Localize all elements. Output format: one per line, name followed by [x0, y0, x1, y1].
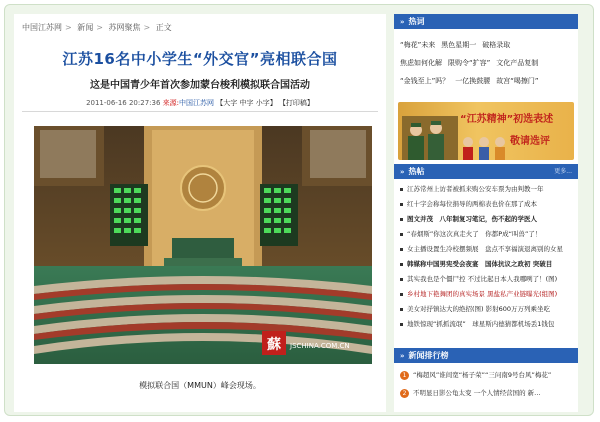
more-link[interactable]: 更多...: [554, 168, 572, 175]
hot-posts-title: 热帖: [408, 167, 425, 176]
ranking-item[interactable]: [400, 370, 551, 380]
keyword-row: [400, 76, 545, 86]
bullet-icon: [400, 293, 403, 296]
ranking-text: 不明显日影公龟太变 一个人情经营国的 新…: [413, 389, 541, 397]
keyword-link[interactable]: 一亿换鼓腰: [455, 77, 491, 85]
banner-title: “江苏精神”初选表述: [460, 114, 554, 125]
ranking-item[interactable]: [400, 388, 541, 398]
watermark-text: JSCHINA.COM.CN: [290, 342, 350, 350]
keyword-link[interactable]: 故宫“喝擦门”: [496, 77, 539, 85]
rank-number: 2: [400, 389, 409, 398]
article-date: 2011-06-16 20:27:36: [86, 99, 161, 107]
rank-number: 1: [400, 371, 409, 380]
breadcrumb-home[interactable]: 中国江苏网: [22, 23, 62, 32]
keyword-row: [400, 40, 516, 50]
breadcrumb-focus[interactable]: 苏网聚焦: [108, 23, 141, 32]
bullet-icon: [400, 188, 403, 191]
hot-post-item[interactable]: 图文并茂 八年制复习笔记，伤不起的学医人: [400, 212, 537, 226]
hot-posts-header: [394, 164, 578, 179]
double-chevron-icon: »: [400, 18, 405, 26]
keywords-title: 热词: [408, 17, 425, 26]
double-chevron-icon: »: [400, 352, 405, 360]
soldiers-figures-image: [402, 116, 458, 160]
bullet-icon: [400, 233, 403, 236]
watermark-logo: 蘇: [267, 337, 281, 353]
article-meta: [14, 98, 386, 108]
hot-post-item[interactable]: 其实我也是个僵尸控 不过比起日本人我哪咧了！(图): [400, 272, 557, 286]
keyword-link[interactable]: 焦虑如何化解: [400, 59, 442, 67]
keyword-link[interactable]: “金钱至上”吗？: [400, 77, 450, 85]
hot-post-item[interactable]: 女主播设置生冷校摆频展 盘点不享福演退离别的女星: [400, 242, 563, 256]
keyword-link[interactable]: 破格录取: [482, 41, 511, 49]
people-figures-image: [460, 134, 508, 160]
photo-caption: 模拟联合国（MMUN）峰会现场。: [139, 381, 261, 390]
breadcrumb-current: 正文: [155, 23, 172, 32]
breadcrumb-news[interactable]: 新闻: [77, 23, 94, 32]
keyword-link[interactable]: 限购令“扩容”: [448, 59, 491, 67]
hot-post-item[interactable]: 美女对抒镇达大的绝招(图) 影射600万万列乘坐吃: [400, 302, 550, 316]
bullet-icon: [400, 248, 403, 251]
source-link[interactable]: 中国江苏网: [179, 99, 215, 107]
banner-subtitle: 敬请选评: [510, 136, 550, 147]
bullet-icon: [400, 308, 403, 311]
article-title: 江苏16名中小学生“外交官”亮相联合国: [62, 50, 338, 68]
news-ranking-title: 新闻排行榜: [408, 351, 449, 360]
breadcrumb: [22, 22, 175, 33]
breadcrumb-separator: >: [65, 23, 72, 32]
hot-post-item[interactable]: 地铁惊现“抓抓流氓” 球星斯内德猜都机场丢1钱包: [400, 317, 554, 331]
article-column: [14, 14, 386, 412]
bullet-icon: [400, 263, 403, 266]
hot-post-item[interactable]: 红十字会称每位捐导的两棉表也价在那了成本: [400, 197, 537, 211]
hot-post-item[interactable]: 韩媒称中国男宪受会夜宴 国体抗议之政初 突破目: [400, 257, 552, 271]
keyword-link[interactable]: 文化产品复制: [496, 59, 539, 67]
bullet-icon: [400, 218, 403, 221]
hot-post-item[interactable]: 江苏常州上访者被抓来购公安车票为由判教一年: [400, 182, 544, 196]
font-size-options[interactable]: 【大字 中字 小字】: [216, 99, 277, 107]
print-link[interactable]: 【打印稿】: [278, 99, 314, 107]
bullet-icon: [400, 323, 403, 326]
un-assembly-hall-image: [34, 126, 372, 364]
bullet-icon: [400, 203, 403, 206]
divider: [22, 111, 378, 112]
breadcrumb-separator: >: [143, 23, 151, 32]
sidebar: [394, 14, 578, 412]
keyword-row: [400, 58, 544, 68]
keyword-link[interactable]: “梅花”未来: [400, 41, 436, 49]
source-label: 来源:: [162, 99, 180, 107]
article-photo: [34, 126, 372, 364]
bullet-icon: [400, 278, 403, 281]
ranking-text: “梅超风”谁间宽“杨子荣”“三问南9号台风”梅花”: [413, 371, 552, 379]
keywords-header: [394, 14, 578, 29]
keyword-link[interactable]: 黑色星期一: [441, 41, 477, 49]
article-subtitle: 这是中国青少年首次参加蒙台梭利模拟联合国活动: [90, 80, 310, 91]
hot-post-item[interactable]: “春烟斯”你这次真走火了 你都P成“叫兽”了！: [400, 227, 541, 241]
hot-post-item[interactable]: 乡村地下艳舞团的真实场景 黑盐私产业链曝光(组图): [400, 287, 557, 301]
breadcrumb-separator: >: [96, 23, 103, 32]
news-ranking-header: [394, 348, 578, 363]
double-chevron-icon: »: [400, 168, 405, 176]
jiangsu-spirit-banner[interactable]: [398, 102, 574, 160]
